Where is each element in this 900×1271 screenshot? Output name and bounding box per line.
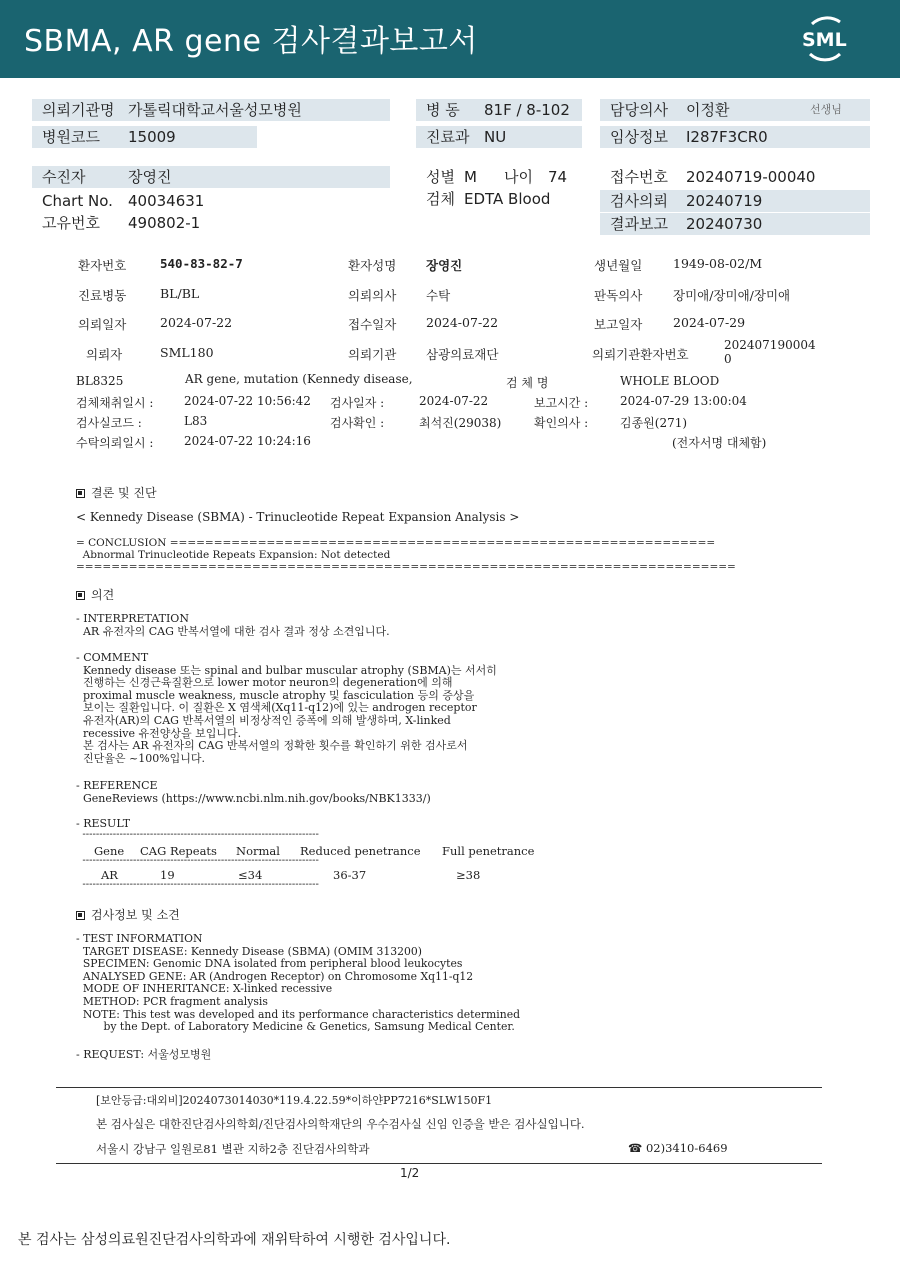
report-date-field: 결과보고 20240730	[600, 213, 870, 235]
confirm-doc: 김종원(271)	[620, 416, 688, 430]
report-header	[0, 0, 900, 78]
specimen-name-label: 검 체 명	[506, 376, 549, 390]
req-date: 2024-07-22	[160, 315, 233, 330]
result-col-reduced: Reduced penetrance	[300, 844, 421, 858]
cert-line: 본 검사실은 대한진단검사의학회/진단검사의학재단의 우수검사실 신임 인증을 받은 검사실입니다.	[96, 1117, 585, 1131]
result-col-gene: Gene	[94, 844, 125, 858]
rep-date: 2024-07-29	[673, 315, 746, 330]
read-doc-label: 판독의사	[594, 288, 643, 303]
room-label: 검사실코드 :	[76, 416, 142, 430]
result-head: - RESULT	[76, 817, 131, 830]
square-bullet-icon	[76, 591, 85, 600]
room: L83	[184, 414, 208, 428]
test-date-label: 검사일자 :	[330, 396, 385, 410]
confirm-doc-label: 확인의사 :	[534, 416, 589, 430]
report-time: 2024-07-29 13:00:04	[620, 394, 747, 408]
requester-label: 의뢰자	[86, 347, 123, 362]
ward-label: 진료병동	[78, 288, 127, 303]
confirm-label: 검사확인 :	[330, 416, 385, 430]
read-doc: 장미애/장미애/장미애	[673, 288, 791, 303]
bottom-note: 본 검사는 삼성의료원진단검사의학과에 재위탁하여 시행한 검사입니다.	[18, 1232, 451, 1248]
pid-label: 환자번호	[78, 258, 127, 273]
clinical-field: 임상정보 I287F3CR0	[600, 126, 870, 148]
dob-label: 생년월일	[594, 258, 643, 273]
receipt-field: 접수번호 20240719-00040	[610, 168, 816, 186]
req-inst-label: 의뢰기관	[348, 347, 397, 362]
conclusion-block: = CONCLUSION ============================================================== Abnormal Trinucleotide Repeats Expansion: Not detected ===========================================================================	[76, 537, 736, 573]
rcv-date: 2024-07-22	[426, 315, 499, 330]
req-date-label: 의뢰일자	[78, 317, 127, 332]
security-line: [보안등급:대외비]2024073014030*119.4.22.59*이하얀PP7216*SLW150F1	[96, 1094, 493, 1107]
outsource: 2024-07-22 10:24:16	[184, 434, 311, 448]
outsource-label: 수탁의뢰일시 :	[76, 436, 154, 450]
request-line: - REQUEST: 서울성모병원	[76, 1048, 212, 1061]
interpretation-block: - INTERPRETATION AR 유전자의 CAG 반복서열에 대한 검사 결과 정상 소견입니다.	[76, 612, 390, 638]
inst-pid-label: 의뢰기관환자번호	[592, 347, 689, 362]
result-cag: 19	[160, 868, 175, 882]
patient-field: 수진자 장영진	[32, 166, 390, 188]
result-rule-bottom: ----------------------------------------------------------------------	[76, 879, 319, 890]
ward: BL/BL	[160, 286, 200, 301]
rcv-date-label: 접수일자	[348, 317, 397, 332]
sml-logo	[798, 14, 852, 64]
report-time-label: 보고시간 :	[534, 396, 589, 410]
rep-date-label: 보고일자	[594, 317, 643, 332]
pid: 540-83-82-7	[160, 256, 243, 271]
doctor-field: 담당의사 이정환 선생님	[600, 99, 870, 121]
comment-block: - COMMENT Kennedy disease 또는 spinal and bulbar muscular atrophy (SBMA)는 서서히 진행하는 신경근육질환으로 lower motor neuron의 degeneration에 의해 proximal muscle weakness, muscle atrophy 및 fasciculation 등의 증상을 보이는 질환입니다. 이 질환은 X 염색체(Xq11-q12)에 있는 androgen receptor 유전자(AR)의 CAG 반복서열의 비정상적인 증폭에 의해 발생하며, X-linked recessive 유전양상을 보입니다. 본 검사는 AR 유전자의 CAG 반복서열의 정확한 횟수를 확인하기 위한 검사로서 진단율은 ~100%입니다.	[76, 651, 497, 765]
section-test-info: 검사정보 및 소견	[76, 906, 180, 923]
footer-rule-bottom	[56, 1163, 822, 1164]
result-col-cag: CAG Repeats	[140, 844, 217, 858]
result-full: ≥38	[456, 868, 481, 882]
result-col-normal: Normal	[236, 844, 280, 858]
square-bullet-icon	[76, 489, 85, 498]
institution-field: 의뢰기관명 가톨릭대학교서울성모병원	[32, 99, 390, 121]
dob: 1949-08-02/M	[673, 256, 763, 271]
specimen-field: 검체 EDTA Blood	[426, 190, 551, 208]
test-date: 2024-07-22	[419, 394, 489, 408]
pname-label: 환자성명	[348, 258, 397, 273]
logo-text: SML	[802, 29, 847, 51]
sex-age-field: 성별 M 나이 74	[426, 168, 568, 186]
section-opinion: 의견	[76, 586, 114, 603]
requester: SML180	[160, 345, 214, 360]
square-bullet-icon	[76, 911, 85, 920]
test-code: BL8325	[76, 374, 124, 388]
ward-field: 병 동 81F / 8-102	[416, 99, 582, 121]
test-name: AR gene, mutation (Kennedy disease,	[185, 372, 413, 386]
result-rule-mid: ----------------------------------------------------------------------	[76, 855, 319, 866]
section-conclusion: 결론 및 진단	[76, 484, 157, 501]
report-title: SBMA, AR gene 검사결과보고서	[24, 24, 478, 59]
result-reduced: 36-37	[333, 868, 367, 882]
inst-pid-1: 202407190004	[724, 338, 816, 352]
test-info-block: - TEST INFORMATION TARGET DISEASE: Kennedy Disease (SBMA) (OMIM 313200) SPECIMEN: Genomic DNA isolated from peripheral blood leukocytes ANALYSED GENE: AR (Androgen Receptor) on Chromosome Xq11-q12 MODE OF INHERITANCE: X-linked recessive METHOD: PCR fragment analysis NOTE: This test was developed and its performance characteristics determined by the Dept. of Laboratory Medicine & Genetics, Samsung Medical Center.	[76, 932, 521, 1034]
hospital-code-field: 병원코드 15009	[32, 126, 257, 148]
collect-label: 검체채취일시 :	[76, 396, 154, 410]
report-subtitle: < Kennedy Disease (SBMA) - Trinucleotide Repeat Expansion Analysis >	[76, 510, 520, 524]
req-inst: 삼광의료재단	[426, 347, 499, 362]
unique-field: 고유번호 490802-1	[42, 214, 201, 232]
address-line: 서울시 강남구 일원로81 별관 지하2층 진단검사의학과	[96, 1142, 370, 1156]
result-col-full: Full penetrance	[442, 844, 535, 858]
dept-field: 진료과 NU	[416, 126, 582, 148]
reference-block: - REFERENCE GeneReviews (https://www.ncbi.nlm.nih.gov/books/NBK1333/)	[76, 779, 431, 805]
inst-pid-2: 0	[724, 352, 732, 366]
chart-field: Chart No. 40034631	[42, 192, 205, 210]
result-rule-top: ----------------------------------------------------------------------	[76, 829, 319, 840]
esign-note: (전자서명 대체함)	[672, 436, 767, 450]
request-field: 검사의뢰 20240719	[600, 190, 870, 212]
confirm: 최석진(29038)	[419, 416, 502, 430]
specimen-name: WHOLE BLOOD	[620, 374, 720, 388]
footer-rule-top	[56, 1087, 822, 1088]
req-doc-label: 의뢰의사	[348, 288, 397, 303]
page-number: 1/2	[400, 1166, 420, 1180]
phone-line: ☎ 02)3410-6469	[628, 1141, 728, 1155]
result-gene: AR	[101, 868, 118, 882]
req-doc: 수탁	[426, 288, 451, 303]
pname: 장영진	[426, 258, 463, 273]
result-normal: ≤34	[238, 868, 263, 882]
collect: 2024-07-22 10:56:42	[184, 394, 311, 408]
